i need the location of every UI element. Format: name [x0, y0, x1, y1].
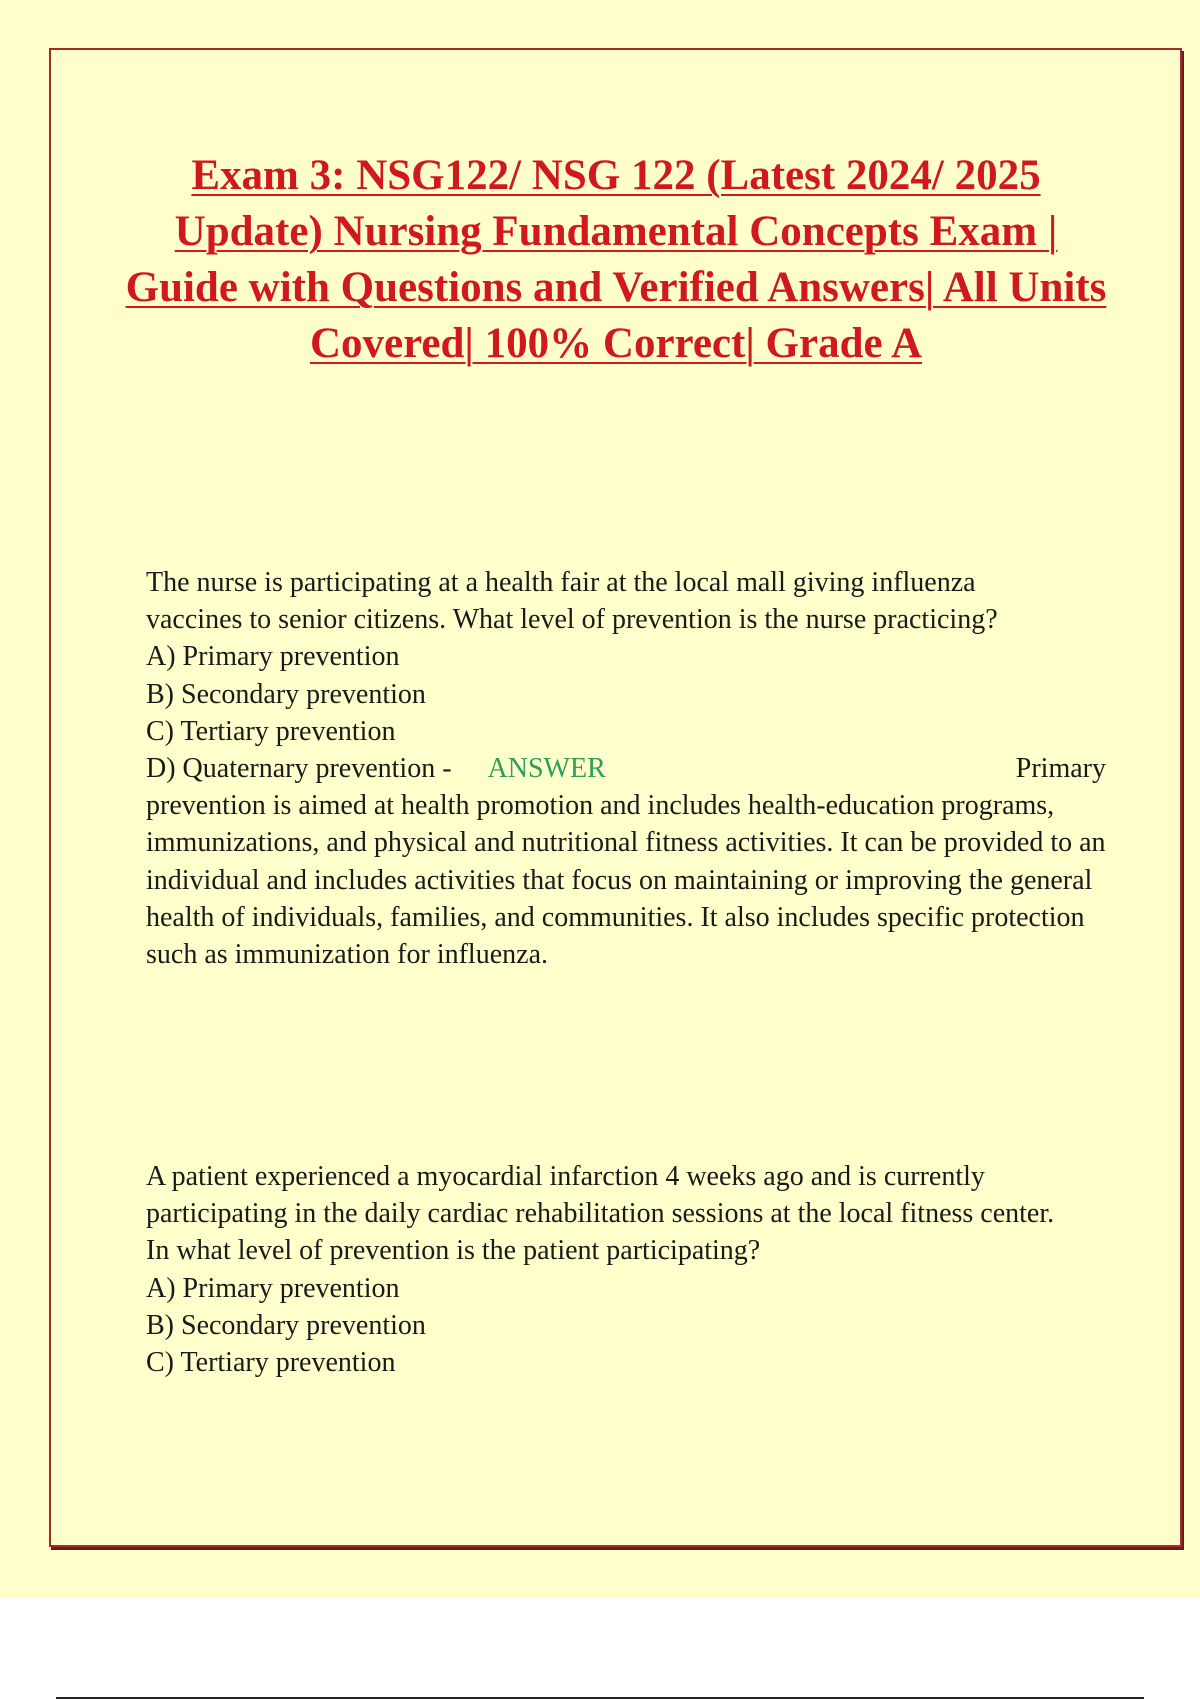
- answer-label: ANSWER: [487, 753, 606, 785]
- question-1-option-a: A) Primary prevention: [146, 641, 400, 673]
- question-1-option-b: B) Secondary prevention: [146, 678, 426, 710]
- question-2-stem: A patient experienced a myocardial infarction 4 weeks ago and is currently participating in the daily cardiac rehabilitation sessions at the local fitness center. In what level of prevention is the patient participating?: [146, 1161, 1055, 1267]
- answer-first-word: Primary: [1015, 753, 1106, 785]
- question-2-option-a: A) Primary prevention: [146, 1272, 400, 1304]
- question-2: [146, 1158, 1106, 1381]
- question-1-option-c: C) Tertiary prevention: [146, 715, 396, 747]
- question-1-stem: The nurse is participating at a health fair at the local mall giving influenza vaccines to senior citizens. What level of prevention is the nurse practicing?: [146, 567, 998, 636]
- question-2-option-c: C) Tertiary prevention: [146, 1347, 396, 1379]
- question-2-option-b: B) Secondary prevention: [146, 1309, 426, 1341]
- question-1: [146, 564, 1106, 973]
- document-title: Exam 3: NSG122/ NSG 122 (Latest 2024/ 2025 Update) Nursing Fundamental Concepts Exam | Guide with Questions and Verified Answers| All Units Covered| 100% Correct| Grade A: [125, 152, 1107, 367]
- question-1-option-d-line: [146, 750, 1106, 787]
- footer-rule: [56, 1697, 1144, 1699]
- question-1-option-d: D) Quaternary prevention -: [146, 753, 452, 785]
- answer-rationale: prevention is aimed at health promotion and includes health-education programs, immunizations, and physical and nutritional fitness activities. It can be provided to an individual and includes activities that focus on maintaining or improving the general health of individuals, families, and communities. It also includes specific protection such as immunization for influenza.: [146, 790, 1106, 971]
